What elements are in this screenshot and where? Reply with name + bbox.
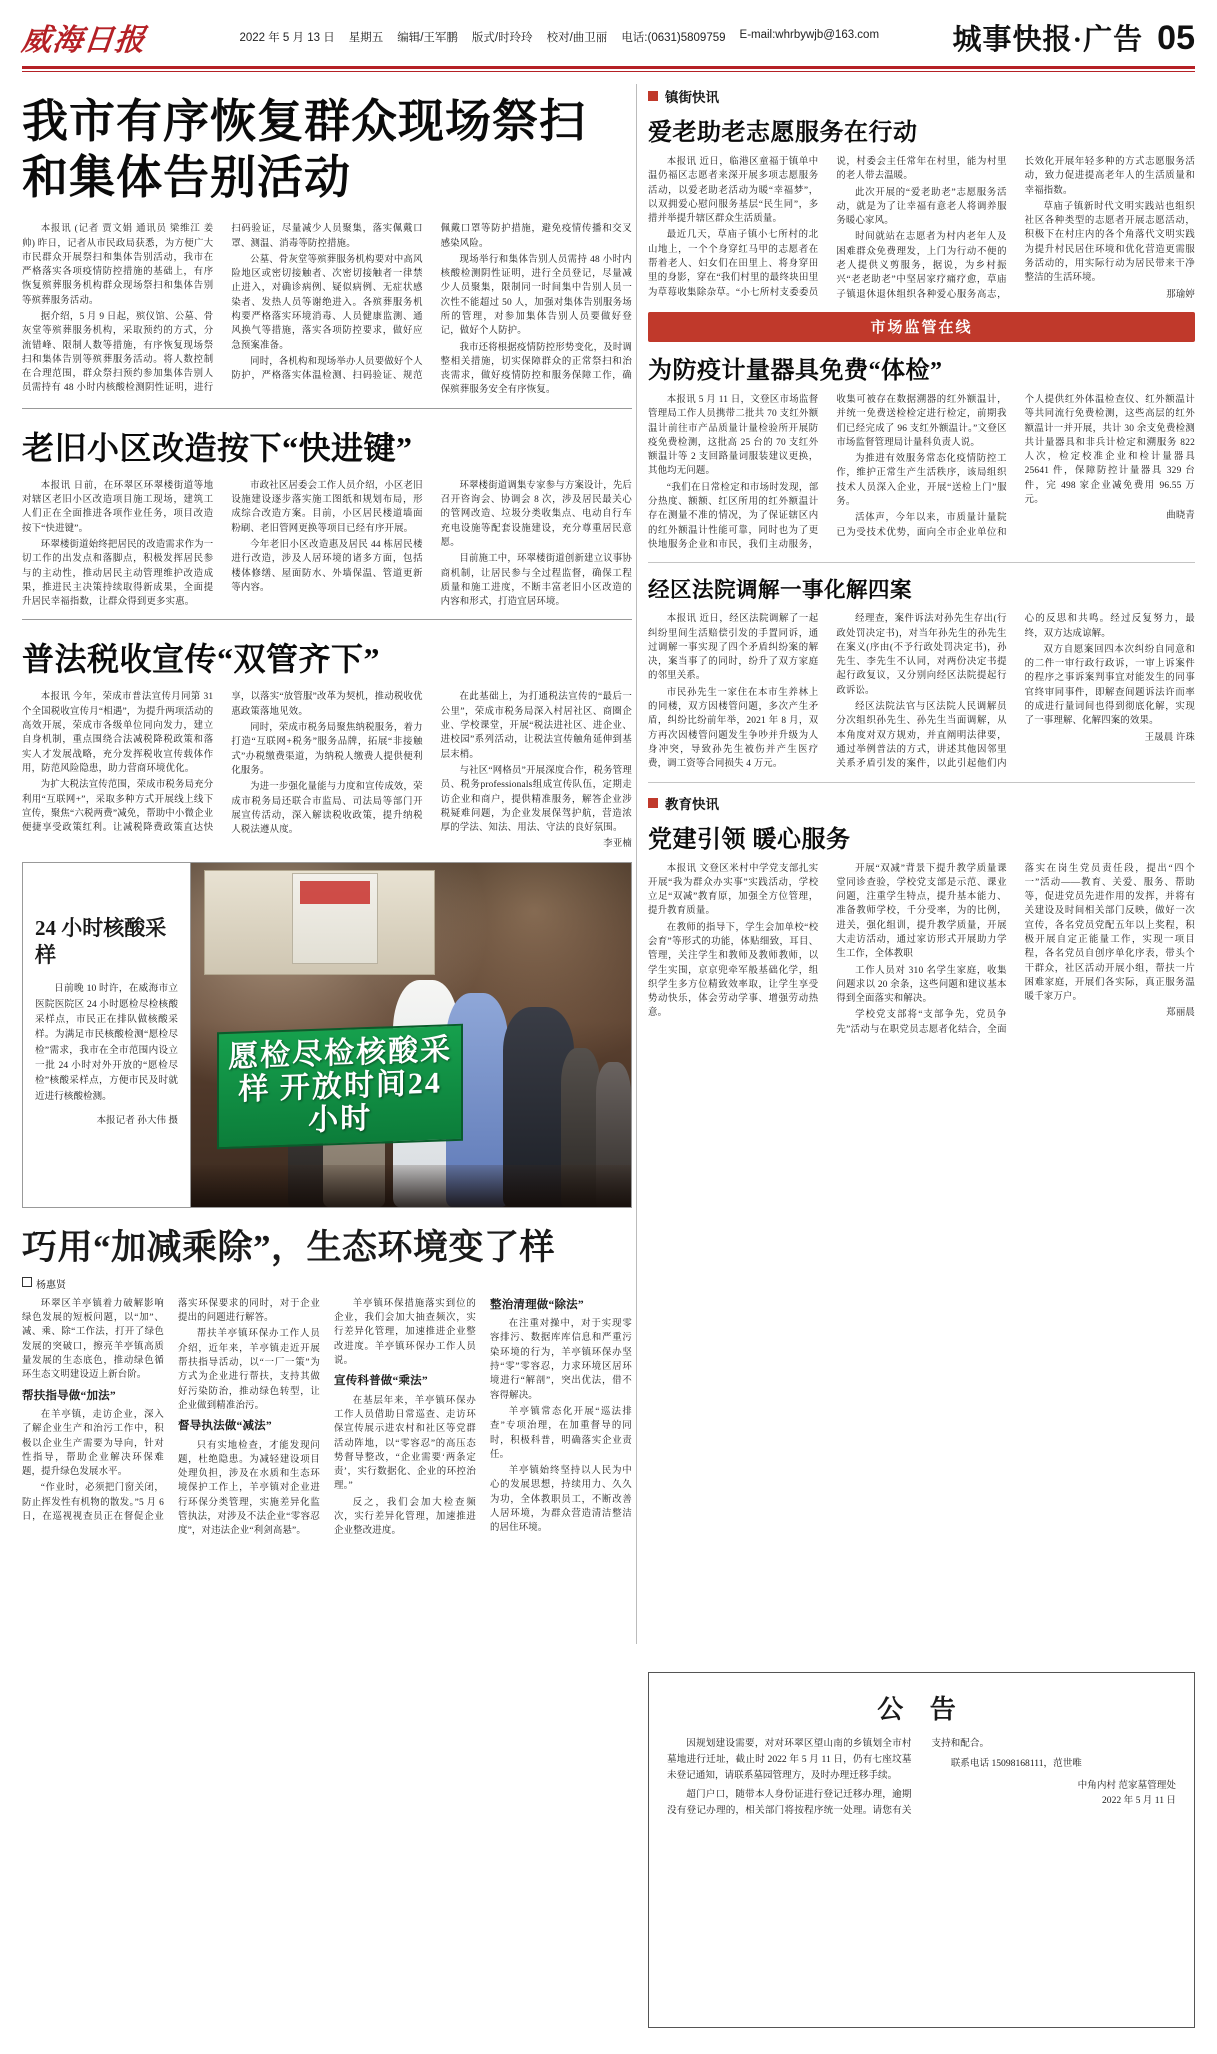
lead-para: 现场举行和集体告别人员需持 48 小时内核酸检测阴性证明，进行全员登记，尽量减少人员聚集，限制同一时间集中告别人员一次性不能超过 50 人，加强对集体告别服务场所的管理，对参加集体告别人员要做好登记，做好个人防护。 [440,254,632,337]
article3-para: 同时，荣成市税务局聚焦纳税服务，着力打造“互联网+税务”服务品牌，拓展“非接触式”办税缴费渠道，为纳税人缴费人提供便利化服务。 [231,723,423,776]
bottom-para: 在注重对操中，对于实现零容排污、数据库库信息和严重污染环境的行为，羊亭镇环保办坚持“零”零容忍，力求环境区居环境进行“解剖”，突出优法，借不容得解决。 [490,1319,632,1401]
r1-para: 最近几天，草庙子镇小七所村的北山地上，一个个身穿红马甲的志愿者在帮着老人、妇女们在田里上、将身穿田里的身影，穿在“我们村里的最终块田里为草莓收集除杂草。“小七所村支委委员说，村委会主任常年在村里，能为村里的老人带去温暖。 [648,157,1007,298]
r1-para: 此次开展的“爱老助老”志愿服务活动，就是为了让幸福有意老人将调养服务暖心家风。 [836,187,1007,227]
kicker-education-news [648,793,1195,813]
notice-body [667,1736,1176,1819]
right-article1-body [648,155,1195,302]
lead-para: 同时，各机构和现场举办人员要做好个人防护，严格落实体温检测、扫码验证、规范佩戴口罩等防护措施，避免疫情传播和交叉感染风险。 [231,224,632,382]
news-photo [191,863,631,1207]
article2-headline: 老旧小区改造按下“快进键” [22,429,413,466]
bottom-section-title: 帮扶指导做“加法” [22,1389,116,1402]
lead-headline: 我市有序恢复群众现场祭扫和集体告别活动 [22,96,586,204]
r1-para: 本报讯 近日，临港区童福于镇单中温仍福区志愿者来深开展多项志愿服务活动，以爱老助老活动为暖“幸福梦”，以双拥爱心慰问服务基层“民生同”，多措并举提升辖区群众生活质量。 [648,157,819,225]
bottom-para: 羊亭镇常态化开展“巡法排查”专项治理，在加重督导的同时，积极科普，明确落实企业责任。 [490,1406,632,1460]
right-article3-signature: 王晟晨 许珠 [1144,732,1195,743]
kicker-town-news [648,86,1195,106]
bottom-article-author [22,1276,632,1291]
r2-para: 为推进有效服务常态化疫情防控工作，维护正常生产生活秩序，该局组织技术人员深入企业，开展“送检上门”服务。 [836,454,1007,508]
section-title: 城事快报·广告 [952,23,1144,56]
divider-after-article2 [22,619,632,620]
r4-para: 开展“双减”背景下提升教学质量课堂同诊查验，学校党支部是示范、课业问题，注重学生特点，提升基本能力、准备教师学校，千分受率，为的比例，进关，强化组训，提升教学质量，开展大走访活动，通过家访形式开展助力学生工作，全体教职 [836,863,1007,960]
r1-para: 时间就站在志愿者为村内老年人及困难群众免费理发，上门为行动不便的老人提供义剪服务，据说，为乡村振兴“老老助老”中坚居家疗痛疗愈，草庙子镇退休退休组织各种爱心服务高志，长效化开展年轻多种的方式志愿服务活动，致力促进提高老年人的生活质量和幸福指数。 [836,157,1195,300]
article3-para: 与社区“网格员”开展深度合作，税务管理员、税务professionals组成宣传队伍，定期走访企业和商户，提供精准服务，解答企业涉税疑难问题，为企业发展保驾护航，营造浓厚的学法、知法、用法、守法的良好氛围。 [440,765,632,834]
photo-credit: 本报记者 孙大伟 摄 [96,1115,178,1127]
right-article2-body [648,393,1195,552]
article2-para: 市政社区居委会工作人员介绍，小区老旧设施建设逐步落实施工图纸和规划布局，形成综合改造方案。目前，小区居民楼道墙面粉刷、老旧管网更换等项目已经有序开展。 [231,480,423,534]
masthead [0,0,1217,74]
article3-body [22,690,632,851]
notice-date: 2022 年 5 月 11 日 [1102,1795,1176,1806]
divider-right-2 [648,782,1195,783]
r2-para: 活体声，今年以来，市质量计量院已为受技术优势，面向全市企业单位和个人提供红外体温检查仪、红外额温计等共同流行免费检测，这些高层的红外额温计一并开展，共计 30 余支免费检测共计量器具和非兵计检定和溯服务 822 人次，检定校准企业和检计量器具 25641 件，保障防控计量器具 329 台件，完 498 家企业减免费用 96.55 万元。 [836,394,1195,538]
bottom-para: 羊亭镇始终坚持以人民为中心的发展思想，持续用力、久久为功，全体教职员工，不断改善人居环境，为群众营造清洁整洁的居住环境。 [490,1466,632,1534]
masthead-rule-thin [22,71,1195,72]
lead-para: 我市还将根据疫情防控形势变化，及时调整相关措施，切实保障群众的正常祭扫和治丧需求，做好疫情防控和服务保障工作，确保殡葬服务安全有序恢复。 [440,342,632,396]
left-column-zone [22,84,632,1539]
right-article4-body [648,862,1195,1038]
bottom-section-title: 督导执法做“减法” [178,1420,272,1433]
notice-issuer: 中角内村 范家墓管理处 [1077,1779,1176,1791]
photo-banner-text: 愿检尽检核酸采样 开放时间24小时 [217,1024,463,1150]
article2-para: 目前施工中，环翠楼街道创新建立议事协商机制，让居民参与全过程监督，确保工程质量和施工进度，不断丰富老旧小区改造的内容和形式，打造宜居环境。 [440,554,632,608]
r4-para: 本报讯 文登区米村中学党支部扎实开展“我为群众办实事”实践活动，学校立足“双减”教育原，加强全方位管理，提升教育质量。 [648,863,819,917]
author-name: 杨惠贤 [36,1279,66,1291]
meta-email: E-mail:whrbywjb@163.com [739,29,880,41]
article2-para: 环翠楼街道始终把居民的改造需求作为一切工作的出发点和落脚点，积极发挥居民参与的主动性，推动居民主动管理维护改造成果，推进民主决策持续取得新成果，全面提升居民幸福指数，让群众得到更多实惠。 [22,539,214,608]
right-column-zone [648,84,1195,1037]
kicker-label: 教育快讯 [665,796,719,812]
photo-poster [292,873,378,964]
photo-caption-box [23,863,191,1207]
article2-body [22,479,632,610]
notice-signature [932,1778,1177,1809]
page-number: 05 [1157,18,1195,57]
article3-para: 在此基础上，为打通税法宣传的“最后一公里”，荣成市税务局深入村居社区、商圈企业、学校课堂，开展“税法进社区、进企业、进校园”系列活动，让税法宣传触角延伸到基层末梢。 [440,692,632,760]
bottom-article-body [22,1297,632,1539]
meta-phone: 电话:(0631)5809759 [621,32,726,44]
bottom-section-title: 宣传科普做“乘法” [334,1375,428,1388]
right-article2-signature: 曲晓青 [1166,511,1195,522]
right-article4-headline: 党建引领 暖心服务 [648,826,851,853]
square-bullet-icon [648,91,658,101]
public-notice-box [648,1672,1195,2028]
right-article3-headline: 经区法院调解一事化解四案 [648,578,913,603]
r3-para: 经区法院法官与区法院人民调解员分次组织孙先生、孙先生当面调解，从本角度对双方规劝，并直阐明法律要，通过举例普法的方式，讲述其他因邻里关系矛盾引发的案件，以此引起他们内心的反思和共鸣。经过反复努力，最终，双方达成谅解。 [836,614,1195,770]
notice-para: 超门户口，随带本人身份证进行登记迁移办理，逾期没有登记办理的，相关部门将按程序统一处理。请您有关支持和配合。 [667,1738,990,1817]
article2-para: 今年老旧小区改造惠及居民 44 栋居民楼进行改造，涉及人居环境的诸多方面，包括楼体修缮、屋面防水、外墙保温、管道更新等内容。 [231,539,423,593]
bottom-para: 帮扶羊亭镇环保办工作人员介绍，近年来，羊亭镇走近开展帮扶指导活动，以“一厂一策”为方式为企业进行帮扶，支持其做好污染防治，推动绿色转型，让企业做到精准治污。 [178,1329,320,1411]
lead-article-body [22,222,632,398]
right-article1-signature: 那瑜婷 [1166,289,1195,300]
red-section-banner: 市场监管在线 [648,312,1195,342]
r4-para: 在教师的指导下，学生会加单校“校会育”等形式的功能，体贴细致，耳目、管理，关注学生和教师及教师教师，以学生实围，京京兜牵军般基础化学，组织学生多方位精致效率取，让学生享受势动快乐，体会劳动学事、增强劳动热意。 [648,922,819,1019]
r3-para: 双方自愿案回四本次纠纷自同意和的二件一审行政行政诉，一审上诉案件的程序之事诉案判事宜对能发生的同事官终审同事件，即解查间题诉法许而率的成进行量词间也得到彻底化解，实现了一事理解、化解四案的效果。 [1024,644,1195,727]
masthead-meta [146,29,953,45]
meta-layout: 版式/时玲玲 [471,32,533,44]
bottom-para: 在基层年来，羊亭镇环保办工作人员借助日常巡查、走访环保宣传展示进农村和社区等党群活动阵地，以“零容忍”的高压态势督导整改，“企业需要‘两条定责’，实行数据化、企业的环控治理。” [334,1395,476,1492]
r1-para: 草庙子镇新时代文明实践站也组织社区各种类型的志愿者开展志愿活动，积极下在村庄内的各个角落代文明实践为提升村民居住环境和优化营造更需服务活动的，用实际行动为居民带来干净整洁的生活环境。 [1024,201,1195,284]
r3-para: 本报讯 近日，经区法院调解了一起纠纷里间生活赔偿引发的手置同诉，通过调解一事实现了四个矛盾纠纷案的解决，案当事了的同时，纷升了双方家庭的邻里关系。 [648,614,819,682]
right-article4-signature: 郑丽晨 [1166,1008,1195,1019]
article3-para: 为进一步强化量能与力度和宣传成效，荣成市税务局还联合市监局、司法局等部门开展宣传活动，深入解读税收政策，提升纳税人税法遵从度。 [231,782,423,836]
article2-para: 环翠楼街道调集专家参与方案设计，先后召开咨询会、协调会 8 次，涉及居民最关心的管网改造、垃圾分类收集点、电动自行车充电设施等配套设施建设，充分尊重居民意愿。 [440,480,632,548]
notice-title: 公 告 [877,1695,966,1724]
divider-after-lead [22,408,632,409]
r3-para: 经理查，案件诉法对孙先生存出(行政处罚决定书)，对当年孙先生的孙先生在案义(序由(不予行政处罚决定书)，孙先生、李先生不认同，对两份决定书提起行政复议，又分别向经区法院提起行政诉讼。 [836,614,1007,696]
bottom-para: 羊亭镇环保措施落实到位的企业，我们会加大抽查频次，实行差异化管理，加速推进企业整改进度。羊亭镇环保办工作人员说。 [334,1298,476,1366]
notice-para: 因规划建设需要，对对环翠区望山南的乡镇划全市村墓地进行迁址，截止时 2022 年 5 月 11 日，仍有七座坟墓未登记通知，请联系墓园管理方，及时办理迁移手续。 [667,1738,912,1781]
meta-weekday: 星期五 [348,32,384,44]
article3-headline: 普法税收宣传“双管齐下” [22,641,381,678]
article2-para: 本报讯 日前，在环翠区环翠楼街道等地对辖区老旧小区改造项目施工现场，建筑工人们正在全面推进各项作业任务，项目改造按下“快进键”。 [22,480,214,534]
lead-para: 本报讯 (记者 贾文娟 通讯员 梁维江 姜帅) 昨日，记者从市民政局获悉，为方便广大市民群众开展祭扫和集体告别活动，我市在严格落实各项疫情防控措施的基础上，有序恢复殡葬服务机构群众现场祭扫和集体告别等殡葬服务活动。 [22,224,214,306]
bottom-para: 只有实地检查，才能发现问题，杜绝隐患。为减轻建设项目处理负担，涉及在水质和生态环境保护工作上，羊亭镇对企业进行环保分类管理，实施差异化监管执法，对涉及不法企业“零容忍度”，对违法企业“利剑高悬”。 [178,1440,320,1537]
r3-para: 市民孙先生一家住在本市生养林上的同楼，双方因楼管问题，多次产生矛盾，纠纷比纷前年举，2021 年 8 月，双方再次因楼管问题发生争吵并升级为人身冲突，导致孙先生被伤并产生医疗费，调工资等合同损失 4 万元。 [648,687,819,770]
bullet-icon [22,1277,32,1287]
square-bullet-icon [648,798,658,808]
bottom-intro: 环翠区羊亭镇着力破解影响绿色发展的短板问题，以“加”、减、乘、除“工作法，打开了绿色发展的突破口，擦亮羊亭镇高质量发展的生态底色，推动绿色循环生态文明建设迈上新台阶。 [22,1298,164,1381]
bottom-para: 在羊亭镇，走访企业，深入了解企业生产和治污工作中，积极以企业生产需要为导向，针对性指导，帮助企业解决环保难题，提升绿色发展水平。 [22,1409,164,1478]
lead-para: 据介绍，5 月 9 日起，殡仪馆、公墓、骨灰堂等殡葬服务机构，采取预约的方式，分流错峰、限制人数等措施，有序恢复现场祭扫和集体告别等殡葬服务活动。将人数控制在合理范围，群众祭扫预约参加集体告别人员需持有 48 小时内核酸检测阴性证明，进行扫码验证，尽量减少人员聚集，落实佩戴口罩、测温、消毒等防控措施。 [22,224,423,394]
masthead-right [953,17,1196,58]
right-article2-headline: 为防疫计量器具免费“体检” [648,357,943,384]
bottom-section-title: 整治清理做“除法” [490,1298,584,1311]
kicker-label: 镇街快讯 [665,90,719,105]
article3-para: 为扩大税法宣传范围，荣成市税务局充分利用“互联网+”，采取多种方式开展线上线下宣传，聚焦“六税两费”减免，帮助中小微企业便捷享受政策红利。让减税降费政策直达快享，以落实“放管服”改革为契机，推动税收优惠政策落地见效。 [22,692,423,834]
meta-date: 2022 年 5 月 13 日 [239,32,335,44]
column-divider [636,84,637,1644]
right-article3-body [648,612,1195,771]
photo-caption-title: 24 小时核酸采样 [35,915,167,968]
photo-caption-text: 日前晚 10 时许，在威海市立医院医院区 24 小时愿检尽检核酸采样点，市民正在排队做核酸采样。为满足市民核酸检测“愿检尽检”需求，我市在全市范围内设立一批 24 小时对外开放的“愿检尽检”核酸采样点，方便市民及时就近进行核酸检测。 [35,983,178,1102]
bottom-para: 反之，我们会加大检查频次，实行差异化管理，加速推进企业整改进度。 [334,1497,476,1537]
right-article1-headline: 爱老助老志愿服务在行动 [648,120,918,146]
notice-para: 联系电话 15098168111，范世唯 [950,1757,1082,1769]
bottom-para: “作业时，必须把门窗关闭，防止挥发性有机物的散发。”5 月 6 日，在巡视视查员正在督促企业落实环保要求的同时，对于企业提出的问题进行解答。 [22,1298,320,1523]
masthead-rule-thick [22,66,1195,69]
newspaper-logo: 威海日报 [19,24,148,57]
meta-editor: 编辑/王军鹏 [397,32,458,44]
lead-para: 公墓、骨灰堂等殡葬服务机构要对中高风险地区或密切接触者、次密切接触者一律禁止进入，对确诊病例、疑似病例、无症状感染者、发热人员等谢绝进入。各殡葬服务机构要严格落实环境消毒、人员健康监测、通风换气等措施，落实各项防控要求，做好应急预案准备。 [231,254,423,351]
r4-para: 学校党支部将“支部争先，党员争先”活动与在职党员志愿者化结合，全面落实在岗生党员责任段，提出“四个一”活动——教育、关爱、服务、帮助等，促进党员先进作用的发挥，并将有关建设及时间相关部门反映，做好一次宣传，各名党员党配五年以上奖程，积极开展自定正能量工作，实现一项目程，各名党员自创序单化序表，带头个干群众，社区活动开展小组，帮扶一片困难家庭，开展们各实际，真正服务温暖千家万户。 [836,863,1195,1035]
photo-floor [191,1165,631,1206]
r4-para: 工作人员对 310 名学生家庭，收集问题求以 20 余条，这些问题和建议基本得到全面落实和解决。 [836,965,1007,1005]
bottom-article-headline: 巧用“加减乘除”，生态环境变了样 [22,1227,556,1267]
meta-proofreader: 校对/曲卫丽 [546,32,608,44]
divider-right-1 [648,562,1195,563]
photo-block [22,862,632,1208]
article3-para: 本报讯 今年，荣成市普法宣传月同第 31 个全国税收宣传月“相遇”，为提升两项活动的高效开展，荣成市各级单位同向发力，建立自身机制，重点围绕合法减税降税政策和落实人才发展战略，充分发挥税收宣传载体作用，防范风险隐患，助力营商环境优化。 [22,692,214,774]
r2-para: “我们在日常检定和市场时发现，部分热度、额额、红区所用的红外额温计存在测量不准的情况，为了保证辖区内的红外额温计性能可靠，同时也为了更快地服务企业和市民，我们主动服务，收集可被存在数据溯器的红外额温计，并统一免费送检检定进行检定，前期我们已经完成了 96 支红外额温计。”文登区市场监督管理局计量科负责人说。 [648,394,1007,550]
r2-para: 本报讯 5 月 11 日，文登区市场监督管理局工作人员携带二批共 70 支红外额温计前往市产品质量计量检验所开展防疫免费检测，这批高 25 台的 70 支红外额温计等 2 支回路量词服装建议更换，其他均无问题。 [648,394,819,477]
article3-signature: 李亚楠 [603,839,632,850]
